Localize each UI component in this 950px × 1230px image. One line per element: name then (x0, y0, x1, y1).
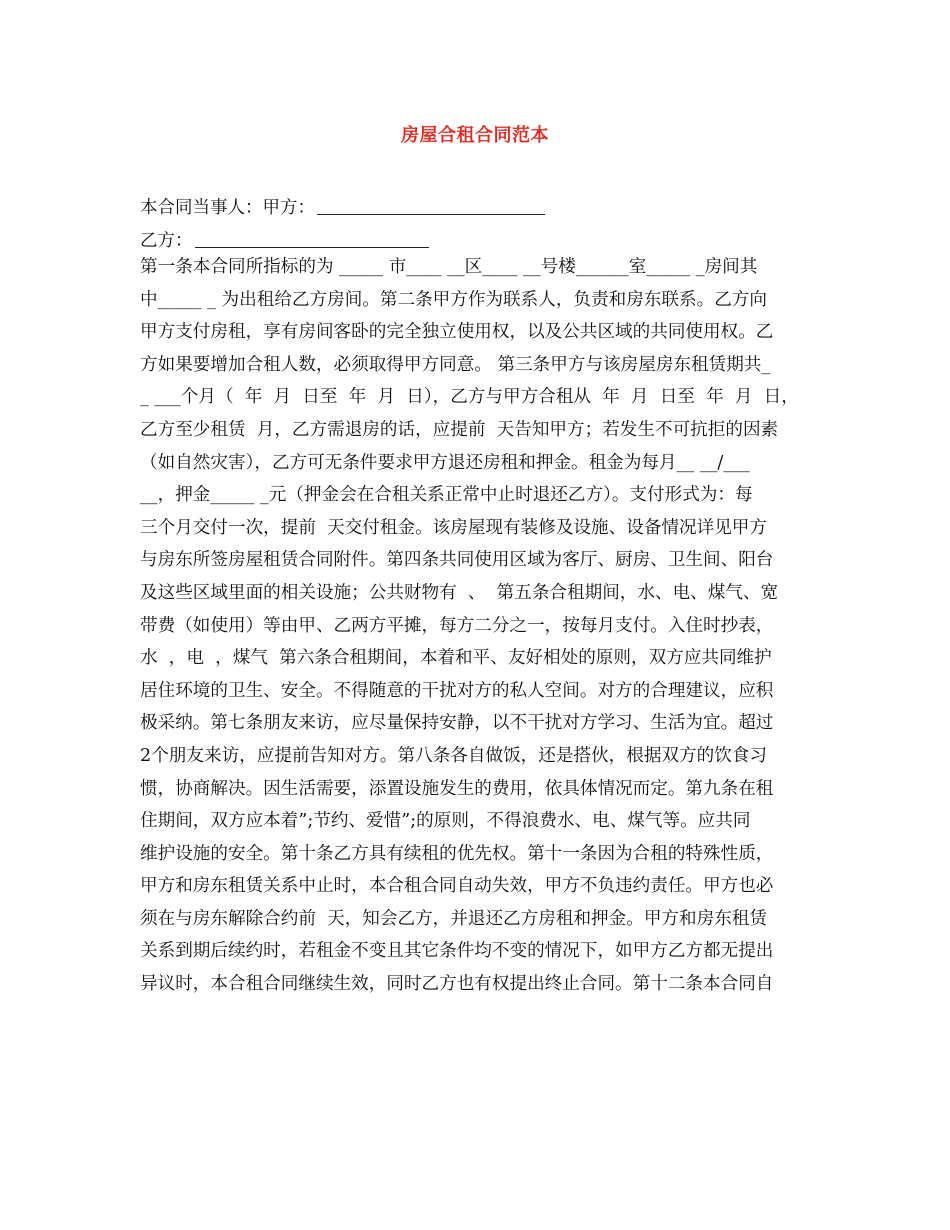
body-line: 甲方支付房租，享有房间客卧的完全独立使用权，以及公共区域的共同使用权。乙 (140, 322, 774, 343)
body-line: 方如果要增加合租人数，必须取得甲方同意。 第三条甲方与该房屋房东租赁期共_ (140, 354, 771, 375)
body-line: 须在与房东解除合约前 天，知会乙方，并退还乙方房租和押金。甲方和房东租赁 (140, 908, 767, 929)
contract-body (140, 255, 815, 1005)
party-a-line (140, 196, 545, 220)
body-line: 极采纳。第七条朋友来访，应尽量保持安静，以不干扰对方学习、生活为宜。超过 (140, 713, 774, 734)
body-line: 维护设施的安全。第十条乙方具有续租的优先权。第十一条因为合租的特殊性质， (140, 843, 774, 864)
party-b-label: 乙方： (140, 231, 193, 251)
body-line: 关系到期后续约时，若租金不变且其它条件均不变的情况下，如甲方乙方都无提出 (140, 941, 774, 962)
body-line: 住期间，双方应本着”;节约、爱惜”;的原则，不得浪费水、电、煤气等。应共同 (140, 811, 751, 832)
party-a-label: 本合同当事人：甲方： (140, 198, 315, 218)
body-line: __，押金_____ _元（押金会在合租关系正常中止时退还乙方）。支付形式为：每 (140, 485, 753, 506)
body-line: _ ___个月（ 年 月 日至 年 月 日），乙方与甲方合租从 年 月 日至 年 月 日， (140, 387, 799, 408)
body-line: 惯，协商解决。因生活需要，添置设施发生的费用，依具体情况而定。第九条在租 (140, 778, 774, 799)
party-b-line (140, 229, 429, 253)
body-line: 与房东所签房屋租赁合同附件。第四条共同使用区域为客厅、厨房、卫生间、阳台 (140, 550, 774, 571)
body-line: 乙方至少租赁 月，乙方需退房的话，应提前 天告知甲方；若发生不可抗拒的因素 (140, 419, 779, 440)
body-line: （如自然灾害），乙方可无条件要求甲方退还房租和押金。租金为每月__ __/___ (140, 452, 750, 473)
body-line: 中_____ _ 为出租给乙方房间。第二条甲方作为联系人，负责和房东联系。乙方向 (140, 289, 767, 310)
party-a-blank (317, 196, 545, 215)
body-line: 居住环境的卫生、安全。不得随意的干扰对方的私人空间。对方的合理建议，应积 (140, 680, 774, 701)
body-line: 2个朋友来访，应提前告知对方。第八条各自做饭，还是搭伙，根据双方的饮食习 (140, 745, 767, 766)
body-line: 异议时，本合租合同继续生效，同时乙方也有权提出终止合同。第十二条本合同自 (140, 974, 774, 995)
body-line: 第一条本合同所指标的为 _____ 市____ __区____ __号楼______室_____ _房间其 (140, 257, 758, 277)
body-line: 及这些区域里面的相关设施；公共财物有 、 第五条合租期间，水、电、煤气、宽 (140, 582, 779, 603)
body-line: 三个月交付一次，提前 天交付租金。该房屋现有装修及设施、设备情况详见甲方 (140, 517, 767, 538)
body-line: 甲方和房东租赁关系中止时，本合租合同自动失效，甲方不负违约责任。甲方也必 (140, 876, 774, 897)
party-b-blank (195, 229, 429, 248)
body-line: 带费（如使用）等由甲、乙两方平摊，每方二分之一，按每月支付。入住时抄表， (140, 615, 774, 636)
document-title: 房屋合租合同范本 (401, 125, 549, 146)
body-line: 水 ，电 ，煤气 第六条合租期间，本着和平、友好相处的原则，双方应共同维护 (140, 648, 772, 669)
